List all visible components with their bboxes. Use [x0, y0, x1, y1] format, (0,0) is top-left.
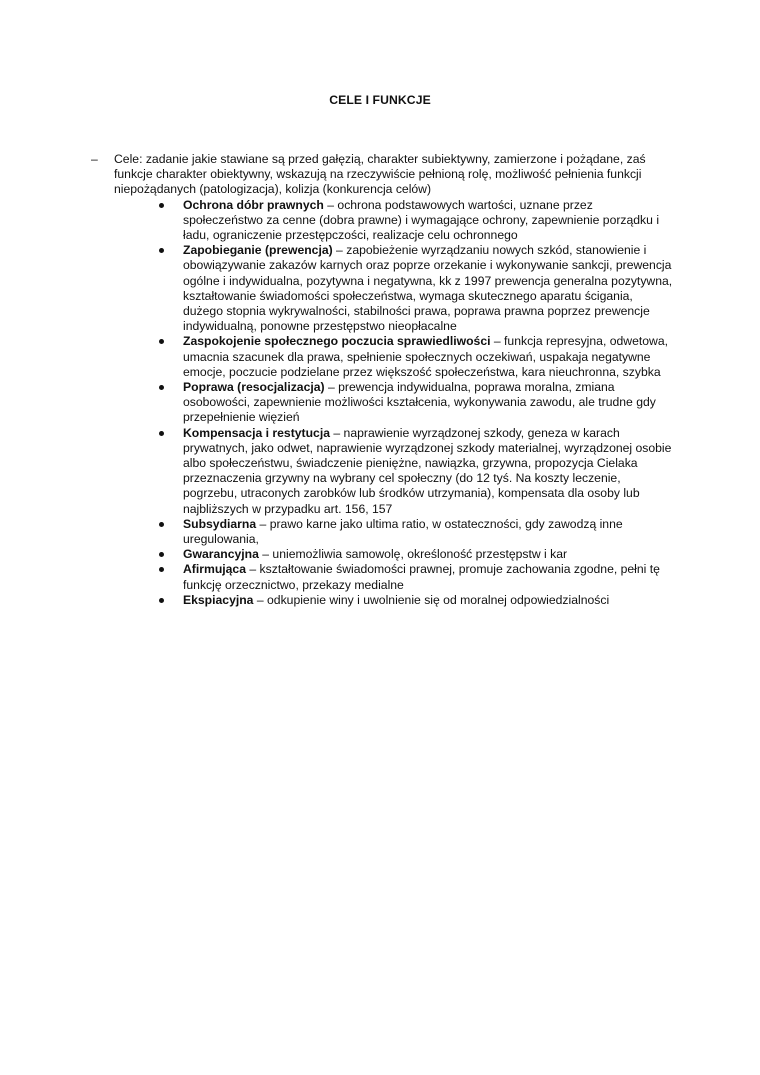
item-term: Ochrona dóbr prawnych — [183, 197, 324, 212]
bullet-icon — [159, 522, 164, 527]
item-term: Zapobieganie (prewencja) — [183, 243, 333, 258]
list-item — [183, 380, 673, 426]
dash-bullet: – — [91, 152, 98, 166]
item-term: Subsydiarna — [183, 516, 257, 531]
bullet-icon — [159, 248, 164, 253]
item-term: Poprawa (resocjalizacja) — [183, 380, 325, 395]
functions-list — [183, 198, 673, 608]
item-term: Gwarancyjna — [183, 547, 259, 562]
item-text: – ochrona podstawowych wartości, uznane przez społeczeństwo za cenne (dobra prawne) i wymagające ochrony, zapewnienie porządku i ładu, ograniczenie przestępczości, realizacje celu ochronnego — [183, 197, 660, 243]
list-item — [183, 334, 673, 380]
bullet-icon — [159, 385, 164, 390]
list-item — [183, 426, 673, 517]
item-text: – odkupienie winy i uwolnienie się od moralnej odpowiedzialności — [253, 592, 610, 607]
page-title: CELE I FUNKCJE — [329, 93, 431, 107]
item-text: – zapobieżenie wyrządzaniu nowych szkód, stanowienie i obowiązywanie zakazów karnych oraz poprze orzekanie i wykonywanie sankcji, prewencja ogólne i indywidualna, pozytywna i negatywna, kk z 1997 prewencja generalna pozytywna, kształtowanie świadomości społeczeństwa, wymaga skutecznego aparatu ścigania, dużego stopnia wykrywalności, stabilności prawa, poprawa prawna poprzez prewencje indywidualną, ponowne przestępstwo nieopłacalne — [183, 243, 673, 334]
bullet-icon — [159, 552, 164, 557]
item-text: – prawo karne jako ultima ratio, w ostateczności, gdy zawodzą inne uregulowania, — [183, 516, 623, 547]
bullet-icon — [159, 567, 164, 572]
list-item — [183, 547, 673, 562]
list-item — [183, 593, 673, 608]
item-text: – funkcja represyjna, odwetowa, umacnia szacunek dla prawa, spełnienie społecznych oczekiwań, uspakaja negatywne emocje, poczucie podzielane przez większość społeczeństwa, kara nieuchronna, szybka — [183, 334, 668, 379]
bullet-icon — [159, 339, 164, 344]
item-term: Afirmująca — [183, 562, 246, 577]
list-item — [183, 517, 673, 547]
item-text: – kształtowanie świadomości prawnej, promuje zachowania zgodne, pełni tę funkcję orzecznictwo, przekazy medialne — [183, 562, 660, 592]
goals-section — [91, 152, 681, 608]
intro-paragraph: Cele: zadanie jakie stawiane są przed gałęzią, charakter subiektywny, zamierzone i pożądane, zaś funkcje charakter obiektywny, wskazują na rzeczywiście pełnioną rolę, możliwość pełnienia funkcji niepożądanych (patologizacja), kolizja (konkurencja celów) — [114, 152, 646, 197]
bullet-icon — [159, 431, 164, 436]
item-term: Zaspokojenie społecznego poczucia sprawiedliwości — [183, 334, 491, 349]
list-item — [183, 198, 673, 244]
bullet-icon — [159, 598, 164, 603]
item-text: – uniemożliwia samowolę, określoność przestępstw i kar — [258, 547, 568, 562]
item-text: – naprawienie wyrządzonej szkody, geneza w karach prywatnych, jako odwet, naprawienie wyrządzonej szkody materialnej, wyrządzonej osobie albo społeczeństwu, świadczenie pieniężne, nawiązka, grzywna, propozycja Cielaka przeznaczenia grzywny na wybrany cel społeczny (do 12 tyś. Na koszty leczenie, pogrzebu, utraconych zarobków lub środków utrzymania), kompensata dla osoby lub najbliższych w przypadku art. 156, 157 — [183, 425, 672, 516]
bullet-icon — [159, 203, 164, 208]
item-term: Ekspiacyjna — [183, 592, 254, 607]
item-term: Kompensacja i restytucja — [183, 425, 330, 440]
list-item — [183, 562, 673, 592]
list-item — [183, 243, 673, 334]
item-text: – prewencja indywidualna, poprawa moralna, zmiana osobowości, zapewnienie możliwości kształcenia, wykonywania zawodu, ale trudne gdy przepełnienie więzień — [183, 380, 656, 425]
